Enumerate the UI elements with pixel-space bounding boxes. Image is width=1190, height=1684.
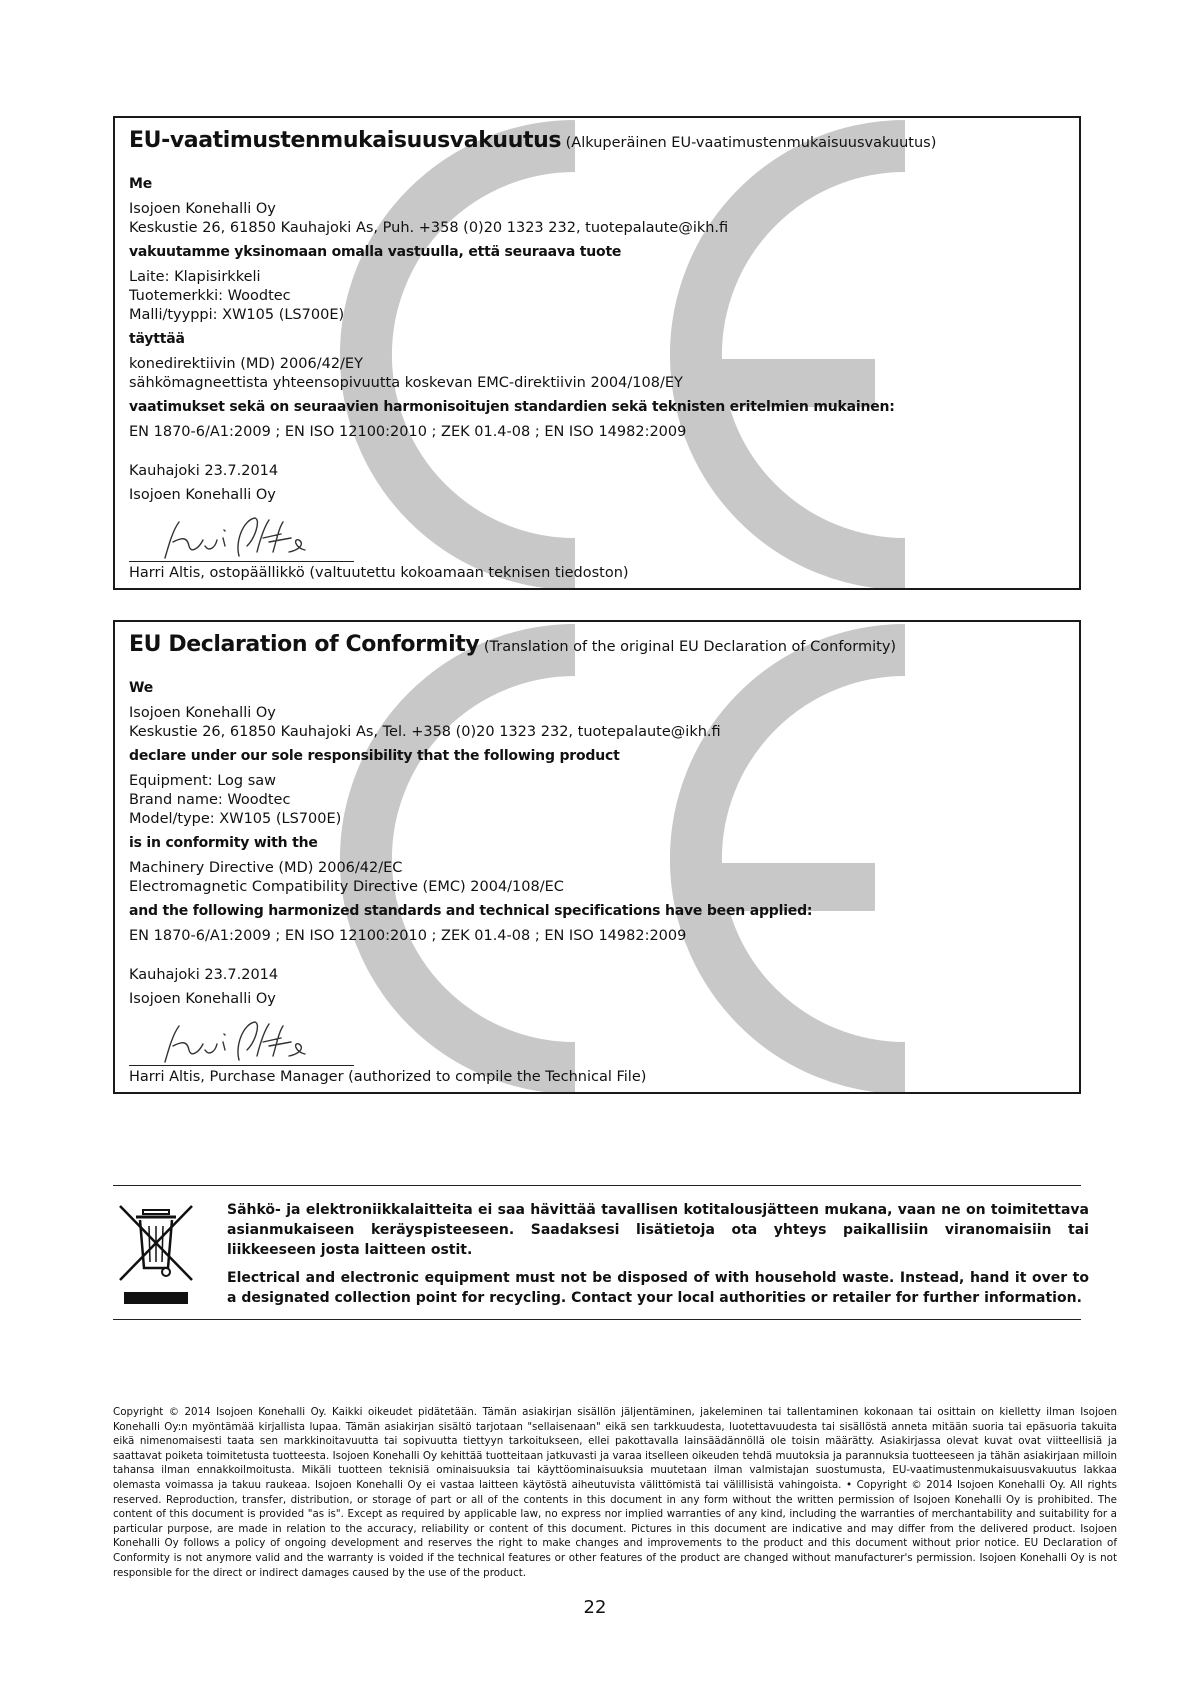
place-date: Kauhajoki 23.7.2014 (129, 967, 279, 983)
ce-mark-e (696, 650, 905, 1068)
company-name: Isojoen Konehalli Oy (129, 705, 276, 721)
declaration-subtitle: (Translation of the original EU Declaration of Conformity) (483, 639, 897, 655)
signature (129, 512, 354, 562)
directive-line-1: konedirektiivin (MD) 2006/42/EY (129, 356, 363, 372)
brand-line: Tuotemerkki: Woodtec (129, 288, 291, 304)
brand-line: Brand name: Woodtec (129, 792, 291, 808)
standards-list: EN 1870-6/A1:2009 ; EN ISO 12100:2010 ; ZEK 01.4-08 ; EN ISO 14982:2009 (129, 424, 687, 440)
model-line: Model/type: XW105 (LS700E) (129, 811, 342, 827)
declaration-title (129, 128, 937, 153)
ce-mark-c (366, 146, 575, 564)
company-address: Keskustie 26, 61850 Kauhajoki As, Puh. +358 (0)20 1323 232, tuotepalaute@ikh.fi (129, 220, 729, 236)
we-label: We (129, 680, 154, 696)
weee-notice-fi: Sähkö- ja elektroniikkalaitteita ei saa hävittää tavallisen kotitalousjätteen mukana, vaan ne on toimitettava asianmukaiseen keräyspisteeseen. Saadaksesi lisätietoja ota yhteys paikallisiin viranomaisiin tai liikkeeseen josta laitteen ostit. (227, 1202, 1089, 1258)
signing-company: Isojoen Konehalli Oy (129, 487, 276, 503)
responsibility-statement: vakuutamme yksinomaan omalla vastuulla, että seuraava tuote (129, 244, 622, 260)
weee-bottom-rule (113, 1319, 1081, 1320)
directive-line-2: Electromagnetic Compatibility Directive (EMC) 2004/108/EC (129, 879, 564, 895)
weee-notice-en: Electrical and electronic equipment must not be disposed of with household waste. Instead, hand it over to a designated collection point for recycling. Contact your local authorities or retailer for further information. (227, 1270, 1089, 1306)
declaration-title-main: EU Declaration of Conformity (129, 632, 480, 657)
responsibility-statement: declare under our sole responsibility that the following product (129, 748, 620, 764)
copyright-notice: Copyright © 2014 Isojoen Konehalli Oy. Kaikki oikeudet pidätetään. Tämän asiakirjan sisällön jäljentäminen, jakeleminen tai tallentaminen kokonaan tai osittain on kielletty ilman Isojoen Konehalli Oy:n myöntämää kirjallista lupaa. Tämän asiakirjan sisältö tarjotaan "sellaisenaan" eikä sen tarkkuudesta, luotettavuudesta tai sisällöstä anneta mitään suoria tai epäsuoria takuita eikä nimenomaisesti taata sen markkinoitavuutta tai sopivuutta tiettyyn tarkoitukseen, ellei pakottavalla lainsäädännöllä ole toisin määrätty. Asiakirjassa olevat kuvat ovat viitteellisiä ja saattavat poiketa toimitetusta tuotteesta. Isojoen Konehalli Oy kehittää tuotteitaan jatkuvasti ja varaa itselleen oikeuden tehdä muutoksia ja parannuksia tuotteeseen ja tähän asiakirjaan milloin tahansa ilman ennakkoilmoitusta. Mikäli tuotteen teknisiä ominaisuuksia tai käyttöominaisuuksia muutetaan ilman valmistajan suostumusta, EU-vaatimustenmukaisuusvakuutus lakkaa olemasta voimassa ja takuu raukeaa. Isojoen Konehalli Oy ei vastaa laitteen käytöstä aiheutuvista välittömistä tai välillisistä vahingoista. • Copyright © 2014 Isojoen Konehalli Oy. All rights reserved. Reproduction, transfer, distribution, or storage of part or all of the contents in this document in any form without the written permission of Isojoen Konehalli Oy is prohibited. The content of this document is provided "as is". Except as required by applicable law, no express nor implied warranties of any kind, including the warranties of merchantability and suitability for a particular purpose, are made in relation to the accuracy, reliability or content of this document. Pictures in this document are indicative and may differ from the delivered product. Isojoen Konehalli Oy follows a policy of ongoing development and reserves the right to make changes and improvements to the product and this document without prior notice. EU Declaration of Conformity is not anymore valid and the warranty is voided if the technical features or other features of the product are changed without manufacturer's permission. Isojoen Konehalli Oy is not responsible for the direct or indirect damages caused by the use of the product. (113, 1406, 1117, 1579)
declaration-subtitle: (Alkuperäinen EU-vaatimustenmukaisuusvakuutus) (565, 135, 937, 151)
place-date: Kauhajoki 23.7.2014 (129, 463, 279, 479)
model-line: Malli/tyyppi: XW105 (LS700E) (129, 307, 345, 323)
declaration-title-main: EU-vaatimustenmukaisuusvakuutus (129, 128, 562, 153)
conformity-label: is in conformity with the (129, 835, 318, 851)
directive-line-1: Machinery Directive (MD) 2006/42/EC (129, 860, 403, 876)
signature (129, 1016, 354, 1066)
equipment-line: Laite: Klapisirkkeli (129, 269, 261, 285)
declaration-en (113, 620, 1081, 1094)
conformity-label: täyttää (129, 331, 185, 347)
standards-statement: vaatimukset sekä on seuraavien harmonisoitujen standardien sekä teknisten eritelmien mukainen: (129, 399, 895, 415)
signature-area (129, 1016, 354, 1066)
signature-line (129, 1065, 354, 1066)
standards-statement: and the following harmonized standards and technical specifications have been applied: (129, 903, 813, 919)
weee-top-rule (113, 1185, 1081, 1186)
declaration-fi (113, 116, 1081, 590)
signing-company: Isojoen Konehalli Oy (129, 991, 276, 1007)
equipment-line: Equipment: Log saw (129, 773, 277, 789)
directive-line-2: sähkömagneettista yhteensopivuutta koskevan EMC-direktiivin 2004/108/EY (129, 375, 683, 391)
crossed-out-wheelie-bin-icon (116, 1198, 196, 1308)
page-number: 22 (583, 1597, 607, 1618)
ce-mark-e (696, 146, 905, 564)
signatory: Harri Altis, ostopäällikkö (valtuutettu kokoamaan teknisen tiedoston) (129, 565, 629, 581)
standards-list: EN 1870-6/A1:2009 ; EN ISO 12100:2010 ; ZEK 01.4-08 ; EN ISO 14982:2009 (129, 928, 687, 944)
signatory: Harri Altis, Purchase Manager (authorized to compile the Technical File) (129, 1069, 647, 1085)
we-label: Me (129, 176, 153, 192)
declaration-title (129, 632, 897, 657)
signature-area (129, 512, 354, 562)
signature-line (129, 561, 354, 562)
company-address: Keskustie 26, 61850 Kauhajoki As, Tel. +358 (0)20 1323 232, tuotepalaute@ikh.fi (129, 724, 721, 740)
company-name: Isojoen Konehalli Oy (129, 201, 276, 217)
